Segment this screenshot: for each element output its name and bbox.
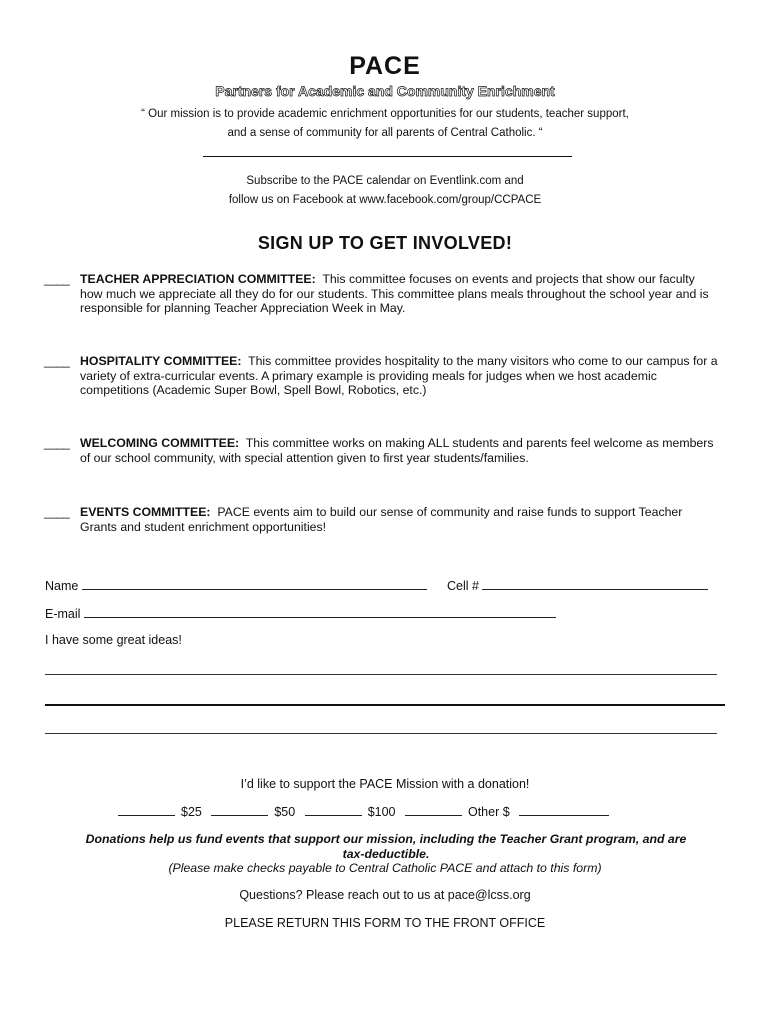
subscribe-line-2: follow us on Facebook at www.facebook.com/group/CCPACE bbox=[228, 194, 542, 206]
email-field[interactable] bbox=[84, 605, 556, 618]
questions-contact: Questions? Please reach out to us at pace@lcss.org bbox=[239, 888, 531, 902]
return-instruction: PLEASE RETURN THIS FORM TO THE FRONT OFFICE bbox=[224, 916, 546, 930]
committee-description: PACE events aim to build our sense of community and raise funds to support Teacher Grants and student enrichment opportunities! bbox=[80, 505, 683, 534]
subscribe-line-1: Subscribe to the PACE calendar on Eventlink.com and bbox=[246, 175, 524, 187]
ideas-line-3[interactable] bbox=[45, 733, 717, 734]
page-title: PACE bbox=[349, 52, 421, 80]
donation-note: Donations help us fund events that support our mission, including the Teacher Grant program, and are tax-deductible. bbox=[85, 832, 687, 861]
checkbox-blank[interactable]: ____ bbox=[44, 272, 70, 286]
committee-description: This committee focuses on events and projects that show our faculty how much we appreciate all they do for our students. This committee plans meals throughout the school year and is responsible for planning Teacher Appreciation Week in May. bbox=[80, 272, 709, 315]
name-label: Name bbox=[45, 579, 79, 593]
donation-blank-50[interactable] bbox=[211, 804, 268, 816]
cell-field[interactable] bbox=[482, 577, 708, 590]
name-row bbox=[45, 577, 427, 593]
committee-hospitality bbox=[44, 354, 720, 398]
page-subtitle: Partners for Academic and Community Enrichment bbox=[215, 83, 555, 99]
committee-name: WELCOMING COMMITTEE: bbox=[80, 436, 240, 450]
ideas-line-2[interactable] bbox=[45, 704, 725, 706]
committee-name: TEACHER APPRECIATION COMMITTEE: bbox=[80, 272, 316, 286]
checkbox-blank[interactable]: ____ bbox=[44, 354, 70, 368]
checks-note: (Please make checks payable to Central Catholic PACE and attach to this form) bbox=[168, 861, 602, 875]
donation-option-25: $25 bbox=[181, 805, 202, 819]
donation-options bbox=[118, 804, 609, 819]
checkbox-blank[interactable]: ____ bbox=[44, 505, 70, 519]
committee-events bbox=[44, 505, 720, 534]
committee-name: HOSPITALITY COMMITTEE: bbox=[80, 354, 242, 368]
donation-option-other: Other $ bbox=[467, 805, 510, 819]
committee-name: EVENTS COMMITTEE: bbox=[80, 505, 211, 519]
checkbox-blank[interactable]: ____ bbox=[44, 436, 70, 450]
cell-row bbox=[447, 577, 708, 593]
email-row bbox=[45, 605, 556, 621]
committee-description: This committee works on making ALL students and parents feel welcome as members of our school community, with special attention given to first year students/families. bbox=[80, 436, 714, 465]
donation-heading: I’d like to support the PACE Mission with a donation! bbox=[240, 777, 530, 791]
donation-option-50: $50 bbox=[274, 805, 296, 819]
signup-heading: SIGN UP TO GET INVOLVED! bbox=[257, 233, 513, 253]
divider bbox=[203, 156, 572, 157]
committee-welcoming bbox=[44, 436, 720, 465]
donation-blank-other-check[interactable] bbox=[405, 804, 462, 816]
name-field[interactable] bbox=[82, 577, 427, 590]
ideas-label: I have some great ideas! bbox=[45, 633, 182, 647]
donation-blank-100[interactable] bbox=[305, 804, 362, 816]
mission-line-1: “ Our mission is to provide academic enrichment opportunities for our students, teacher support, bbox=[141, 108, 629, 120]
donation-option-100: $100 bbox=[367, 805, 396, 819]
email-label: E-mail bbox=[45, 607, 81, 621]
committee-description: This committee provides hospitality to the many visitors who come to our campus for a variety of extra-curricular events. A primary example is providing meals for judges when we host academic competitions (Academic Super Bowl, Spell Bowl, Robotics, etc.) bbox=[80, 354, 718, 397]
ideas-line-1[interactable] bbox=[45, 674, 717, 675]
committee-teacher-appreciation bbox=[44, 272, 720, 316]
donation-other-amount[interactable] bbox=[519, 804, 609, 816]
cell-label: Cell # bbox=[447, 579, 479, 593]
mission-line-2: and a sense of community for all parents of Central Catholic. “ bbox=[227, 127, 543, 139]
donation-blank-25[interactable] bbox=[118, 804, 175, 816]
